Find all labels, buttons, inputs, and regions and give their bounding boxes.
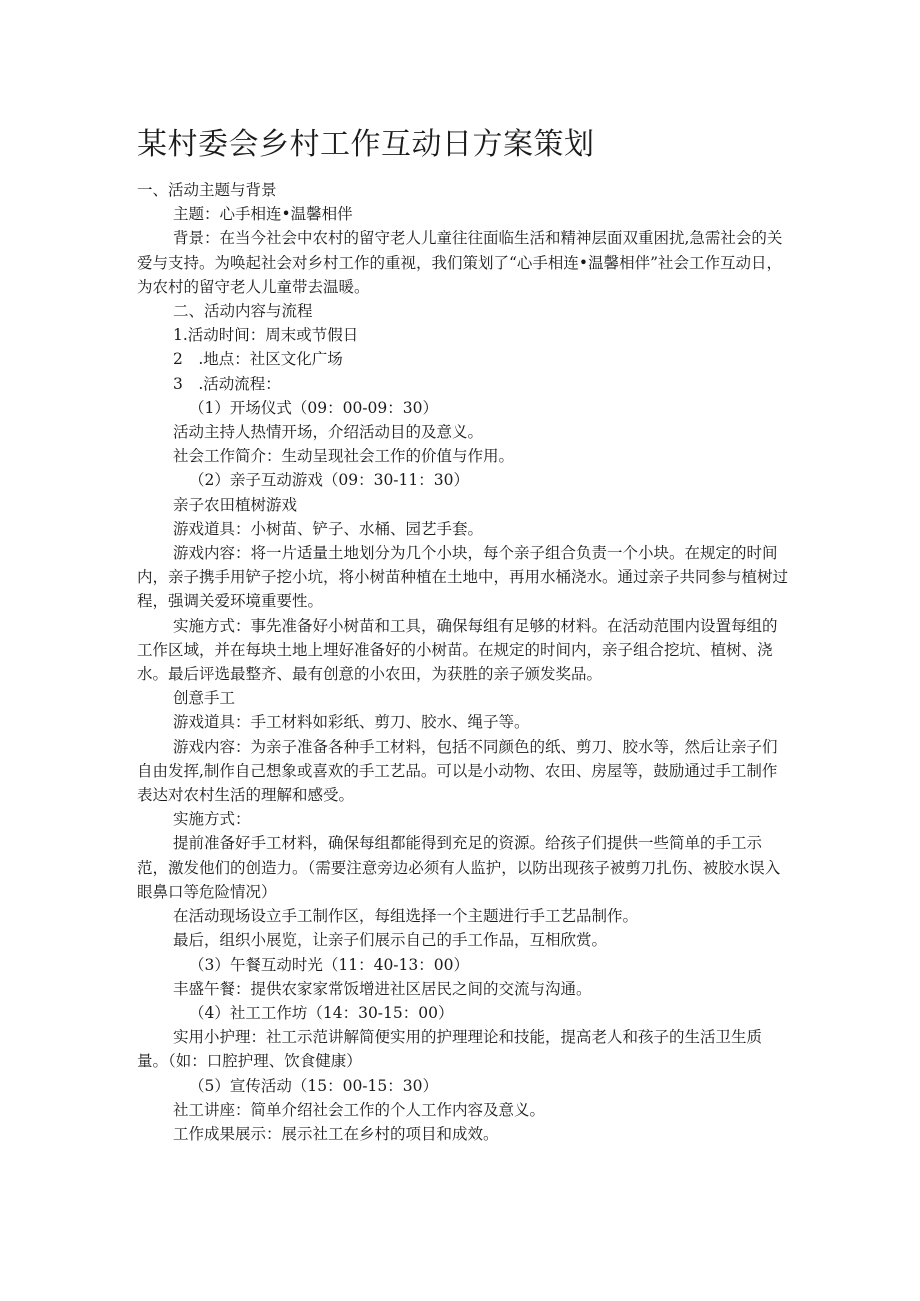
paragraph: 亲子农田植树游戏 [173,495,298,514]
paragraph: 丰盛午餐：提供农家家常饭增进社区居民之间的交流与沟通。 [173,979,592,998]
paragraph: 1.活动时间：周末或节假日 [173,326,359,345]
paragraph: 创意手工 [173,689,236,708]
paragraph: 活动主持人热情开场，介绍活动目的及意义。 [173,423,484,442]
paragraph: 二、活动内容与流程 [173,302,313,321]
document-body [137,178,791,1146]
paragraph: 社会工作简介：生动呈现社会工作的价值与作用。 [173,447,515,466]
paragraph: 社工讲座：简单介绍社会工作的个人工作内容及意义。 [173,1100,546,1119]
paragraph: 游戏道具：手工材料如彩纸、剪刀、胶水、绳子等。 [173,713,530,732]
paragraph: 背景：在当今社会中农村的留守老人儿童往往面临生活和精神层面双重困扰,急需社会的关爱与支持。为唤起社会对乡村工作的重视，我们策划了“心手相连•温馨相伴”社会工作互动日，为农村的留守老人儿童带去温暖。 [137,229,783,296]
paragraph: 一、活动主题与背景 [137,181,277,199]
paragraph: 2 .地点：社区文化广场 [173,350,343,369]
paragraph: 游戏道具：小树苗、铲子、水桶、园艺手套。 [173,519,484,538]
paragraph: （1）开场仪式（09：00-09：30） [189,398,438,417]
paragraph: （5）宣传活动（15：00-15：30） [189,1076,438,1095]
paragraph: 提前准备好手工材料，确保每组都能得到充足的资源。给孩子们提供一些简单的手工示范，激发他们的创造力。（需要注意旁边必须有人监护，以防出现孩子被剪刀扎伤、被胶水误入眼鼻口等危险情况） [137,834,781,901]
paragraph: （4）社工工作坊（14：30-15：00） [189,1003,454,1022]
paragraph: （3）午餐互动时光（11：40-13：00） [189,955,469,974]
paragraph: 主题：心手相连•温馨相伴 [173,205,353,224]
paragraph: （2）亲子互动游戏（09：30-11：30） [189,471,469,490]
paragraph: 3 .活动流程： [173,374,281,393]
paragraph: 游戏内容：为亲子准备各种手工材料，包括不同颜色的纸、剪刀、胶水等，然后让亲子们自由发挥,制作自己想象或喜欢的手工艺品。可以是小动物、农田、房屋等，鼓励通过手工制作表达对农村生活的理解和感受。 [137,737,778,805]
paragraph: 最后，组织小展览，让亲子们展示自己的手工作品，互相欣赏。 [173,931,608,950]
paragraph: 游戏内容：将一片适量土地划分为几个小块，每个亲子组合负责一个小块。在规定的时间内，亲子携手用铲子挖小坑，将小树苗种植在土地中，再用水桶浇水。通过亲子共同参与植树过程，强调关爱环境重要性。 [137,544,789,611]
paragraph: 实用小护理：社工示范讲解简便实用的护理理论和技能，提高老人和孩子的生活卫生质量。（如：口腔护理、饮食健康） [137,1028,763,1071]
paragraph: 实施方式： [173,810,251,829]
paragraph: 在活动现场设立手工制作区，每组选择一个主题进行手工艺品制作。 [173,907,639,926]
paragraph: 实施方式：事先准备好小树苗和工具，确保每组有足够的材料。在活动范围内设置每组的工作区域，并在每块土地上埋好准备好的小树苗。在规定的时间内，亲子组合挖坑、植树、浇水。最后评选最整齐、最有创意的小农田，为获胜的亲子颁发奖品。 [137,616,778,684]
paragraph: 工作成果展示：展示社工在乡村的项目和成效。 [173,1124,499,1143]
document-title: 某村委会乡村工作互动日方案策划 [137,127,595,162]
